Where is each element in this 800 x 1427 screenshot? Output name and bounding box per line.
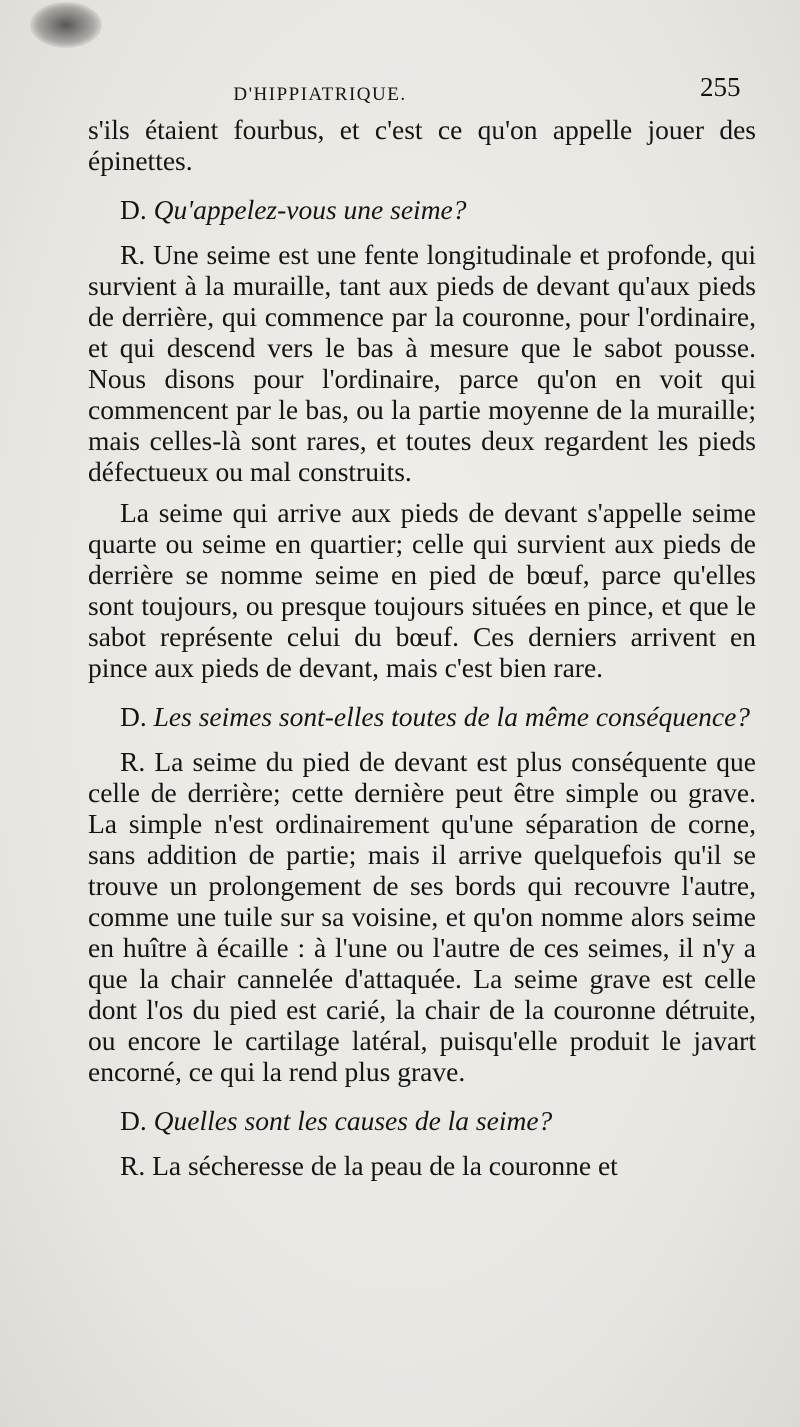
question-text: Les seimes sont-elles toutes de la même conséquence? [153,701,751,732]
question-label: D. [120,701,147,732]
question-label: D. [120,194,147,225]
question-text: Quelles sont les causes de la seime? [153,1105,553,1136]
page-number: 255 [700,72,741,102]
question-label: D. [120,1105,147,1136]
ink-smudge [30,2,102,48]
answer-label: R. [120,239,146,270]
answer-consequence [88,746,756,1087]
paragraph-seime-quarte: La seime qui arrive aux pieds de devant s'appelle seime quarte ou seime en quartier; celle qui survient aux pieds de derrière se nomme seime en pied de bœuf, parce qu'elles sont toujours, ou presque toujours situées en pince, et que le sabot représente celui du bœuf. Ces derniers arrivent en pince aux pieds de devant, mais c'est bien rare. [88,497,756,683]
answer-seime [88,239,756,487]
answer-text: La sécheresse de la peau de la couronne et [152,1150,618,1181]
body-text [88,114,756,1181]
answer-label: R. [120,1150,146,1181]
question-causes [88,1105,756,1136]
question-text: Qu'appelez-vous une seime? [153,194,467,225]
running-head: D'HIPPIATRIQUE. [233,84,407,105]
answer-causes [88,1150,756,1181]
answer-text: La seime du pied de devant est plus conséquente que celle de derrière; cette dernière peut être simple ou grave. La simple n'est ordinairement qu'une séparation de corne, sans addition de partie; mais il arrive quelquefois qu'il se trouve un prolongement de ses bords qui recouvre l'autre, comme une tuile sur sa voisine, et qu'on nomme alors seime en huître à écaille : à l'une ou l'autre de ces seimes, il n'y a que la chair cannelée d'attaquée. La seime grave est celle dont l'os du pied est carié, la chair de la couronne détruite, ou encore le cartilage latéral, puisqu'elle produit le javart encorné, ce qui la rend plus grave. [88,746,757,1087]
answer-text: Une seime est une fente longitudinale et profonde, qui survient à la muraille, tant aux pieds de devant qu'aux pieds de derrière, qui commence par la couronne, pour l'ordinaire, et qui descend vers le bas à mesure que le sabot pousse. Nous disons pour l'ordinaire, parce qu'on en voit qui commencent par le bas, ou la partie moyenne de la muraille; mais celles-là sont rares, et toutes deux regardent les pieds défectueux ou mal construits. [88,239,757,487]
question-consequence [88,701,756,732]
question-seime [88,194,756,225]
answer-label: R. [120,746,146,777]
paragraph-continuation: s'ils étaient fourbus, et c'est ce qu'on appelle jouer des épinettes. [88,114,756,176]
